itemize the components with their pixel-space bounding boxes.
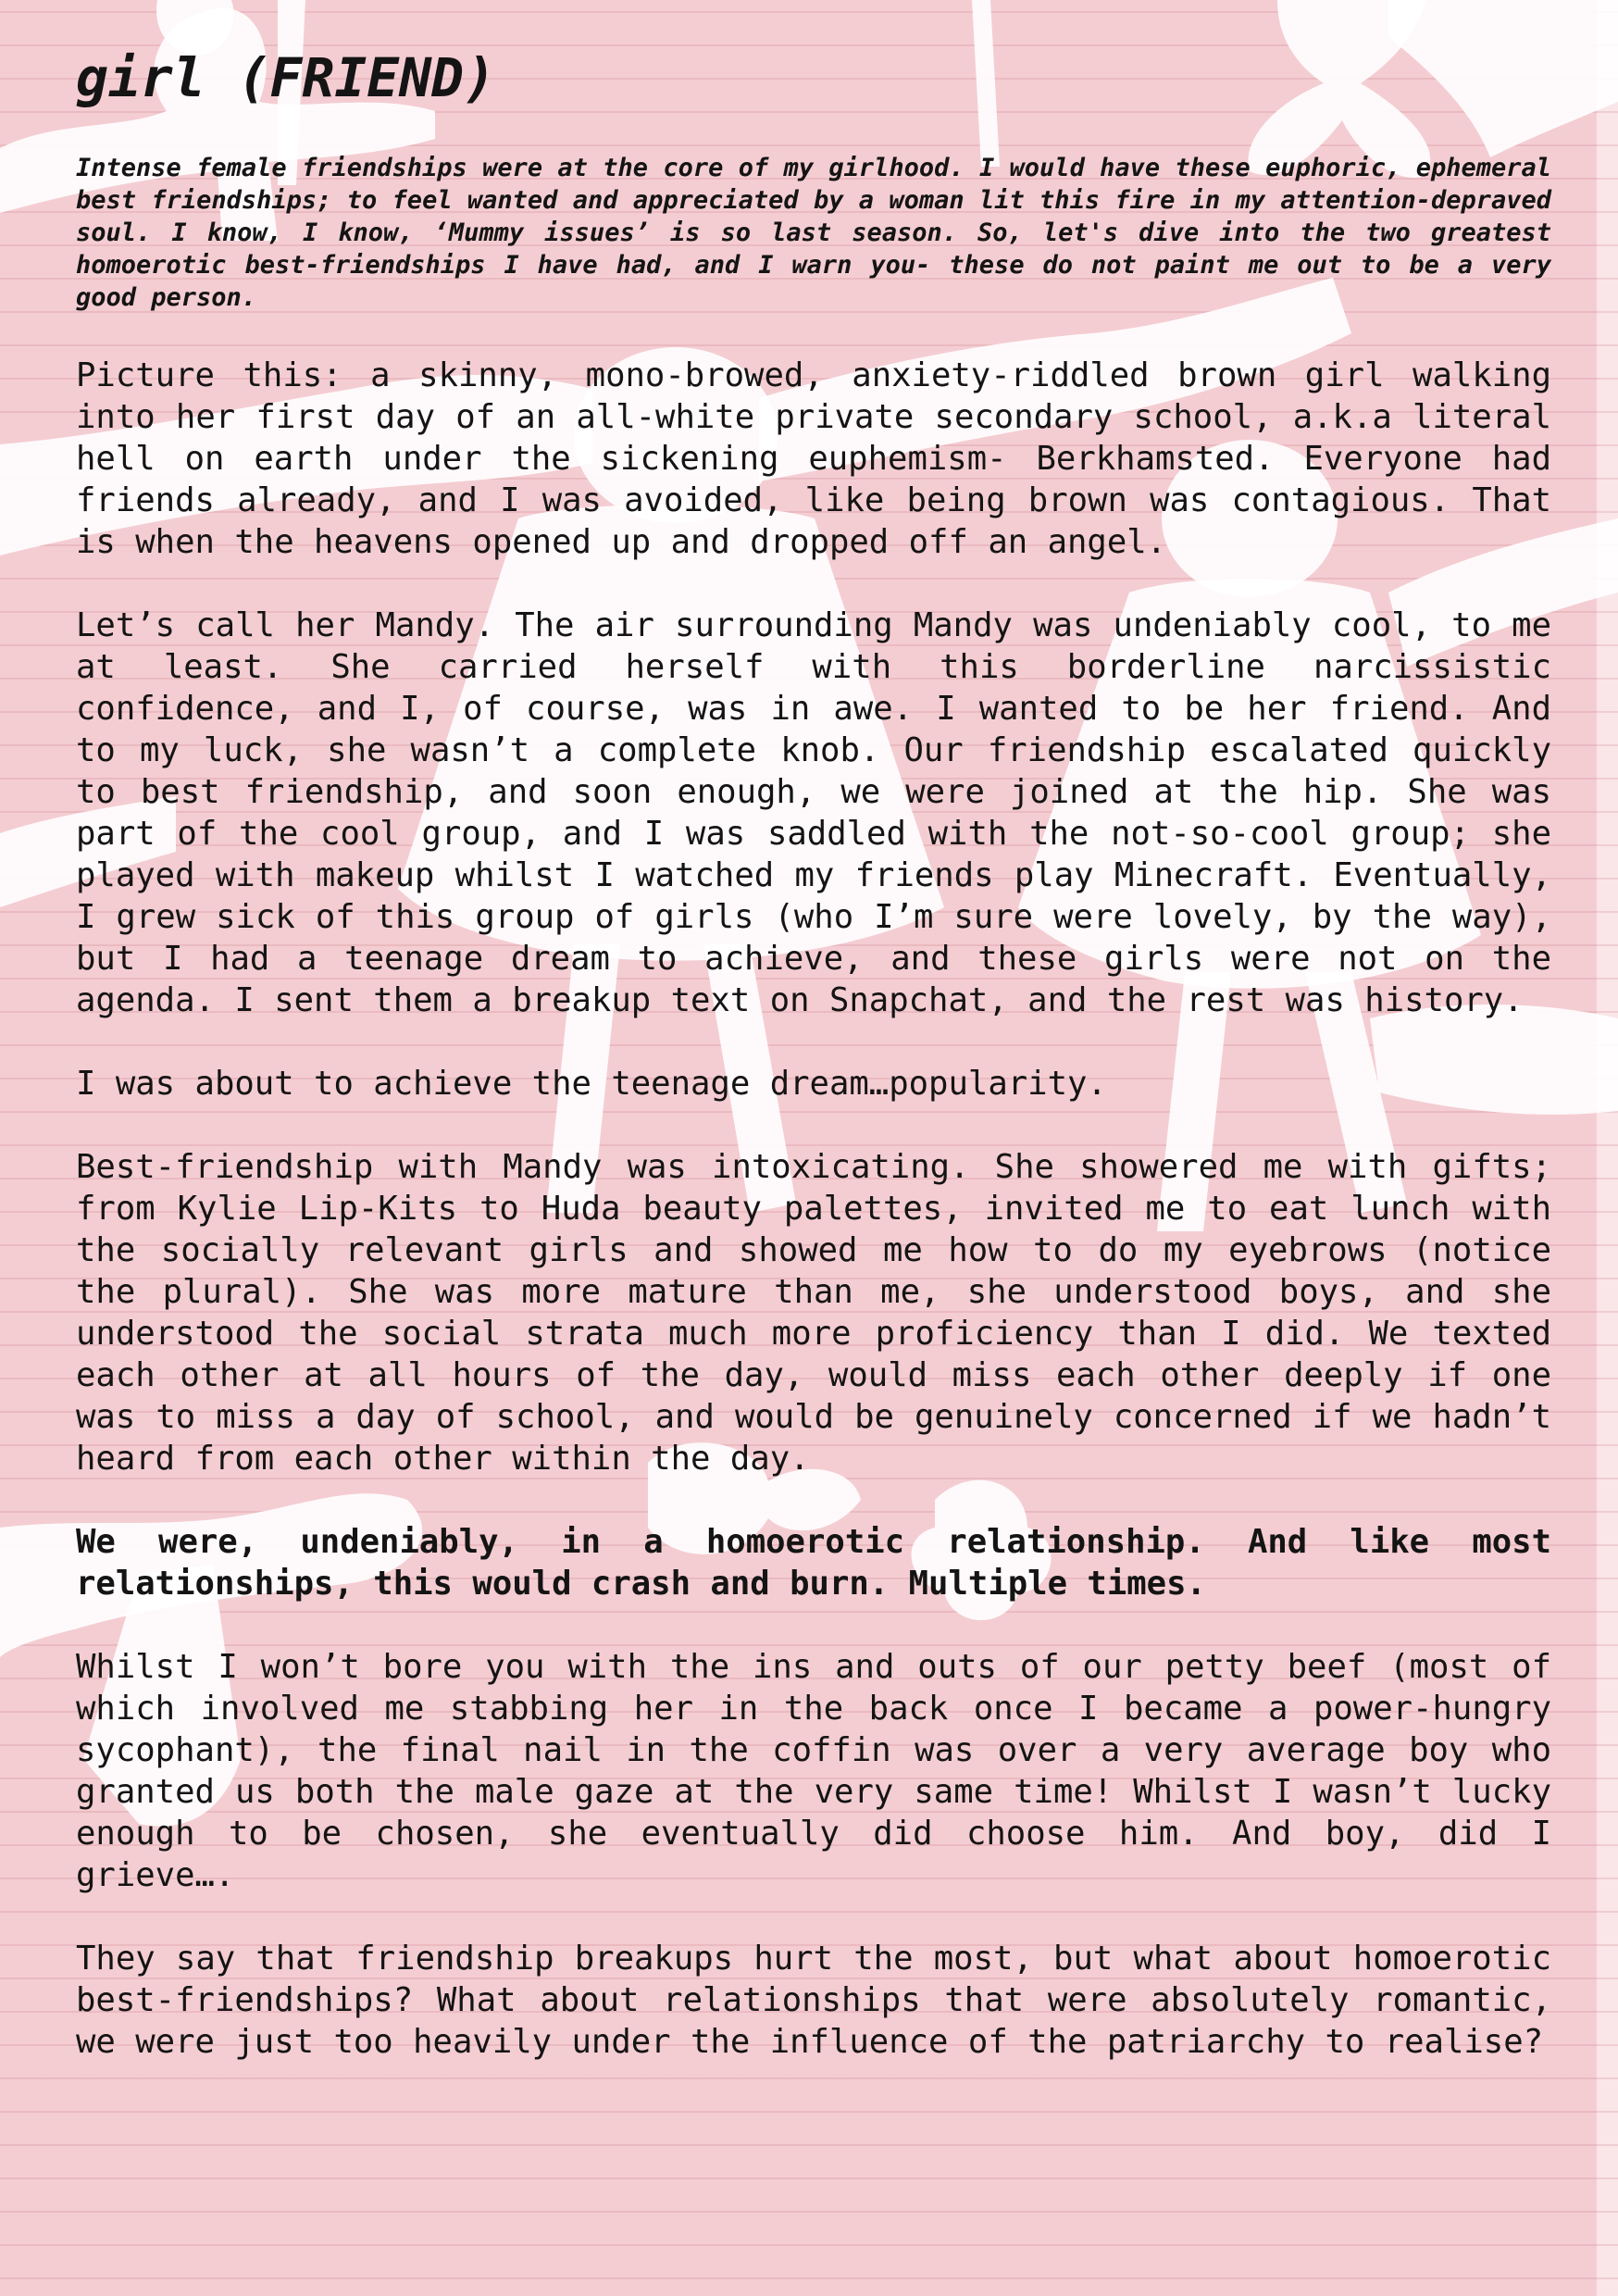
article	[76, 44, 1551, 2104]
article-paragraph: They say that friendship breakups hurt the most, but what about homoerotic best-friendships? What about relationships that were absolutely romantic, we were just too heavily under the influence of the patriarchy to realise?	[76, 1940, 1551, 2061]
article-title: girl (FRIEND)	[76, 46, 496, 109]
article-paragraph: Whilst I won’t bore you with the ins and outs of our petty beef (most of which involved me stabbing her in the back once I became a power-hungry sycophant), the final nail in the coffin was over a very average boy who granted us both the male gaze at the very same time! Whilst I wasn’t lucky enough to be chosen, she eventually did choose him. And boy, did I grieve….	[76, 1648, 1551, 1894]
article-paragraph: Let’s call her Mandy. The air surrounding Mandy was undeniably cool, to me at least. She carried herself with this borderline narcissistic confidence, and I, of course, was in awe. I wanted to be her friend. And to my luck, she wasn’t a complete knob. Our friendship escalated quickly to best friendship, and soon enough, we were joined at the hip. She was part of the cool group, and I was saddled with the not-so-cool group; she played with makeup whilst I watched my friends play Minecraft. Eventually, I grew sick of this group of girls (who I’m sure were lovely, by the way), but I had a teenage dream to achieve, and these girls were not on the agenda. I sent them a breakup text on Snapchat, and the rest was history.	[76, 606, 1551, 1019]
article-intro: Intense female friendships were at the core of my girlhood. I would have these euphoric, ephemeral best friendships; to feel wanted and appreciated by a woman lit this fire in my attention-depraved soul. I know, I know, ‘Mummy issues’ is so last season. So, let's dive into the two greatest homoerotic best-friendships I have had, and I warn you- these do not paint me out to be a very good person.	[76, 154, 1551, 312]
article-paragraph: Picture this: a skinny, mono-browed, anxiety-riddled brown girl walking into her first day of an all-white private secondary school, a.k.a literal hell on earth under the sickening euphemism- Berkhamsted. Everyone had friends already, and I was avoided, like being brown was contagious. That is when the heavens opened up and dropped off an angel.	[76, 356, 1551, 561]
article-paragraph: I was about to achieve the teenage dream…popularity.	[76, 1065, 1107, 1103]
article-pull-quote: We were, undeniably, in a homoerotic relationship. And like most relationships, this would crash and burn. Multiple times.	[76, 1523, 1551, 1603]
article-paragraph: Best-friendship with Mandy was intoxicating. She showered me with gifts; from Kylie Lip-Kits to Huda beauty palettes, invited me to eat lunch with the socially relevant girls and showed me how to do my eyebrows (notice the plural). She was more mature than me, she understood boys, and she understood the social strata much more proficiency than I did. We texted each other at all hours of the day, would miss each other deeply if one was to miss a day of school, and would be genuinely concerned if we hadn’t heard from each other within the day.	[76, 1148, 1551, 1478]
